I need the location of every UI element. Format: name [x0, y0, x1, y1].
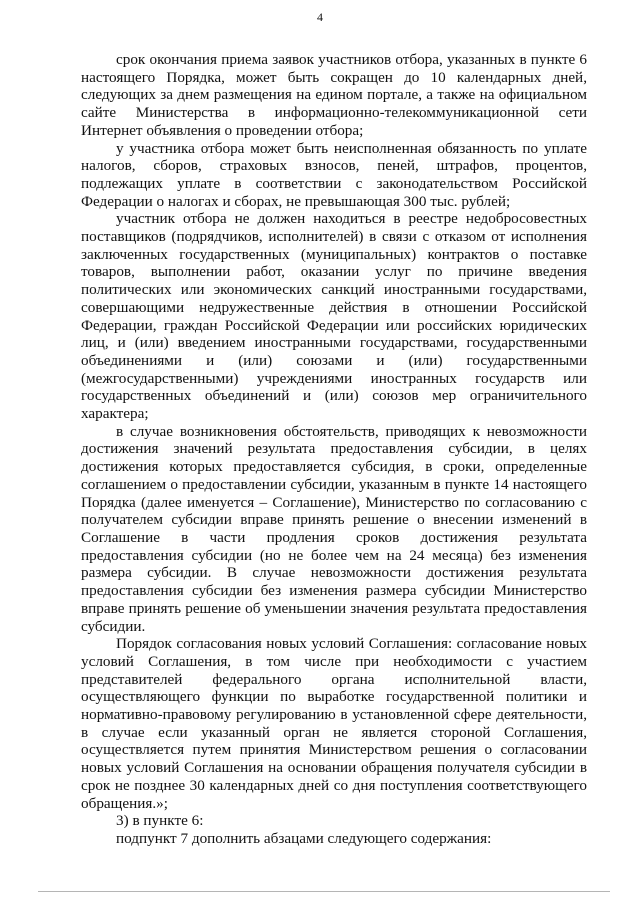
document-body	[81, 51, 587, 848]
page-number: 4	[317, 10, 323, 24]
paragraph: у участника отбора может быть неисполненная обязанность по уплате налогов, сборов, страховых взносов, пеней, штрафов, процентов, подлежащих уплате в соответствии с законодательством Российской Федерации о налогах и сборах, не превышающая 300 тыс. рублей;	[81, 139, 587, 210]
paragraph: Порядок согласования новых условий Соглашения: согласование новых условий Соглашения, в том числе при необходимости с участием представителей федерального органа исполнительной власти, осуществляющего функции по выработке государственной политики и нормативно-правовому регулированию в установленной сфере деятельности, в случае если указанный орган не является стороной Соглашения, осуществляется путем принятия Министерством решения о согласовании новых условий Соглашения на основании обращения получателя субсидии в срок не позднее 30 календарных дней со дня поступления соответствующего обращения.»;	[81, 635, 587, 812]
paragraph: участник отбора не должен находиться в реестре недобросовестных поставщиков (подрядчиков, исполнителей) в связи с отказом от исполнения заключенных государственных (муниципальных) контрактов о поставке товаров, выполнении работ, оказании услуг по причине введения политических или экономических санкций иностранными государствами, совершающими недружественные действия в отношении Российской Федерации, граждан Российской Федерации или российских юридических лиц, и (или) введением иностранными государствами, государственными объединениями и (или) союзами и (или) государственными (межгосударственными) учреждениями иностранных государств или государственных объединений и (или) союзов мер ограничительного характера;	[81, 210, 587, 423]
bottom-rule	[38, 891, 610, 892]
paragraph: в случае возникновения обстоятельств, приводящих к невозможности достижения значений результата предоставления субсидии, в целях достижения которых предоставляется субсидия, в сроки, определенные соглашением о предоставлении субсидии, указанным в пункте 14 настоящего Порядка (далее именуется – Соглашение), Министерство по согласованию с получателем субсидии вправе принять решение о внесении изменений в Соглашение в части продления сроков достижения результата предоставления субсидии (но не более чем на 24 месяца) без изменения размера субсидии. В случае невозможности достижения результата предоставления субсидии без изменения размера субсидии Министерство вправе принять решение об уменьшении значения результата предоставления субсидии.	[81, 422, 587, 635]
paragraph: 3) в пункте 6:	[116, 812, 204, 830]
paragraph: срок окончания приема заявок участников отбора, указанных в пункте 6 настоящего Порядка, может быть сокращен до 10 календарных дней, следующих за днем размещения на едином портале, а также на официальном сайте Министерства в информационно-телекоммуникационной сети Интернет объявления о проведении отбора;	[81, 51, 587, 139]
paragraph: подпункт 7 дополнить абзацами следующего содержания:	[116, 829, 492, 847]
